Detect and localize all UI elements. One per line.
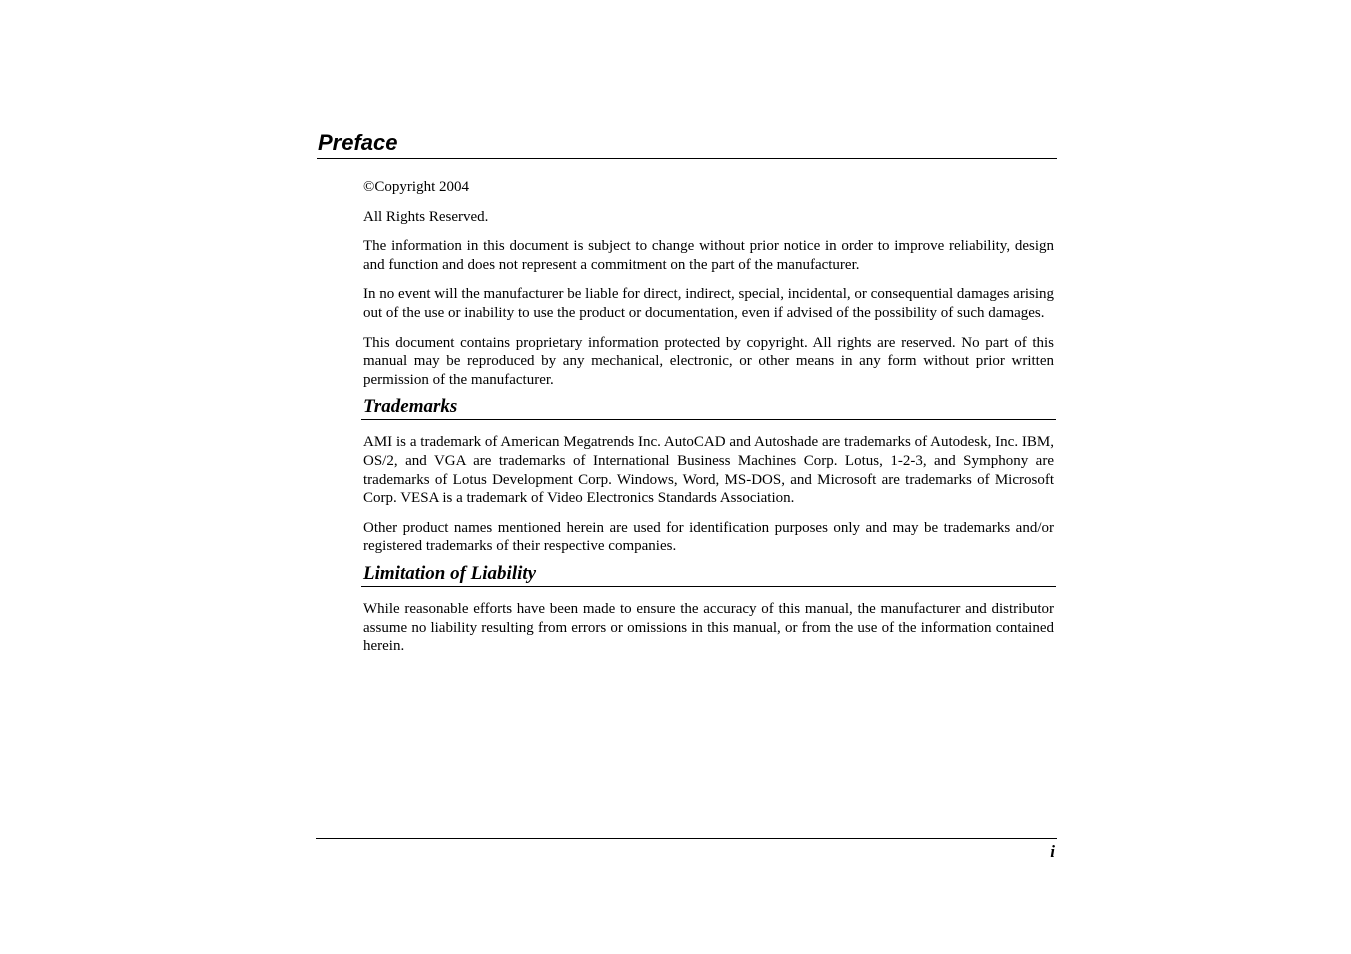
page-number: i [1050,842,1055,861]
liability-heading: Limitation of Liability [363,562,537,584]
liability-paragraph: While reasonable efforts have been made to ensure the accuracy of this manual, the manufacturer and distributor assume no liability resulting from errors or omissions in this manual, or from the use of the information contained herein. [363,600,1054,655]
rights-line: All Rights Reserved. [363,208,489,225]
preface-paragraph: This document contains proprietary information protected by copyright. All rights are reserved. No part of this manual may be reproduced by any mechanical, electronic, or other means in any form without prior written permission of the manufacturer. [363,334,1054,388]
copyright-line: ©Copyright 2004 [363,179,469,195]
document-body [363,178,1054,667]
trademarks-paragraph: Other product names mentioned herein are used for identification purposes only and may be trademarks and/or registered trademarks of their respective companies. [363,519,1054,555]
footer-divider [316,838,1057,839]
trademarks-heading: Trademarks [363,396,458,418]
title-divider [317,158,1057,159]
preface-paragraph: In no event will the manufacturer be liable for direct, indirect, special, incidental, or consequential damages arising out of the use or inability to use the product or documentation, even if advised of the possibility of such damages. [363,286,1054,321]
liability-divider [361,586,1056,587]
preface-paragraph: The information in this document is subject to change without prior notice in order to improve reliability, design and function and does not represent a commitment on the part of the manufacturer. [363,238,1054,273]
page-title: Preface [318,130,398,155]
trademarks-paragraph: AMI is a trademark of American Megatrends Inc. AutoCAD and Autoshade are trademarks of Autodesk, Inc. IBM, OS/2, and VGA are trademarks of International Business Machines Corp. Lotus, 1-2-3, and Symphony are trademarks of Lotus Development Corp. Windows, Word, MS-DOS, and Microsoft are trademarks of Microsoft Corp. VESA is a trademark of Video Electronics Standards Association. [363,434,1054,507]
trademarks-divider [361,419,1056,420]
